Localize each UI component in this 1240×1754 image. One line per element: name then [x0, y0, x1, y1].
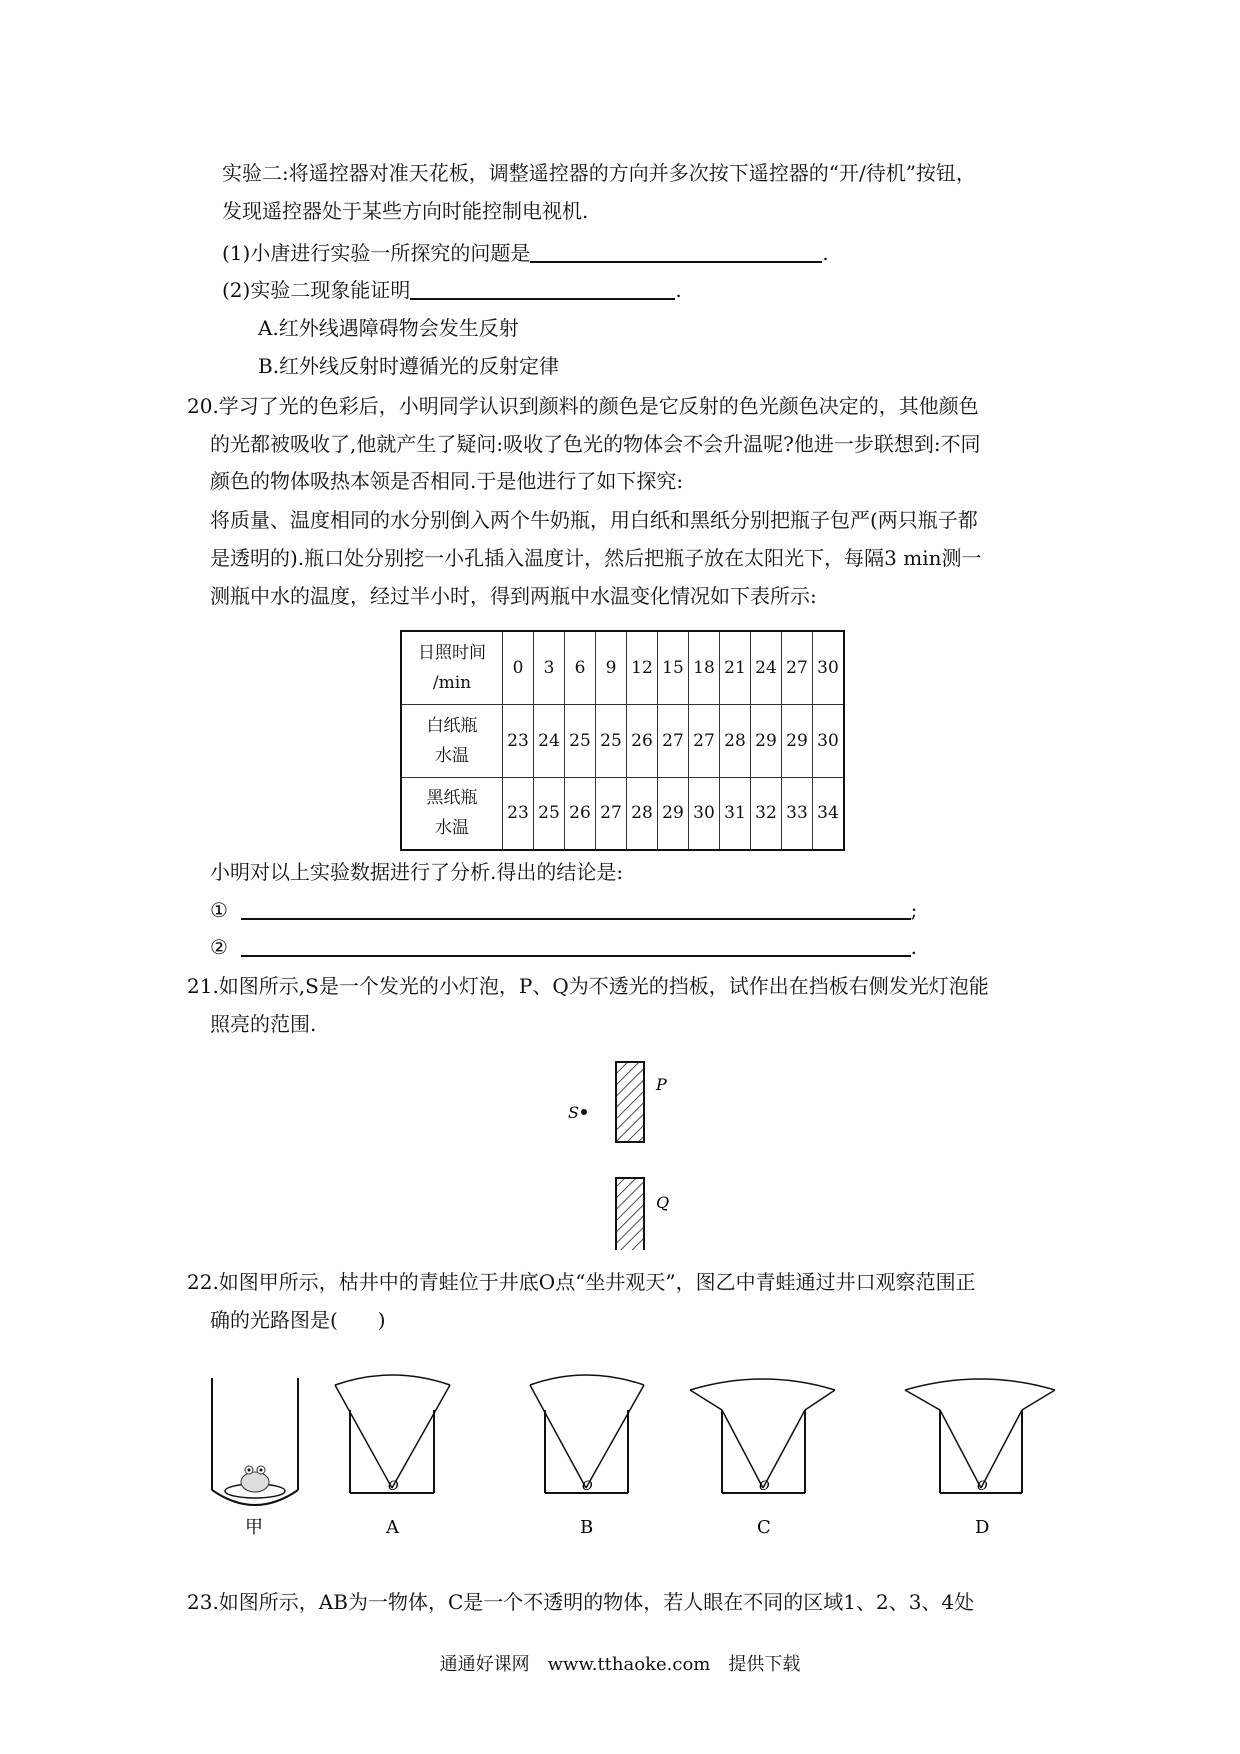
- q21-barrier-figure: [560, 1050, 700, 1250]
- label-o: O: [759, 1479, 770, 1494]
- table-cell: 27: [658, 704, 689, 777]
- table-cell: 21: [720, 631, 751, 704]
- option-b-figure: [530, 1375, 644, 1538]
- q20-conclusion-2: [210, 937, 917, 957]
- q19-sub1: [222, 243, 829, 263]
- label-o: O: [977, 1479, 988, 1494]
- q19-sub1-text: (1)小唐进行实验一所探究的问题是: [222, 241, 531, 265]
- label-o: O: [582, 1479, 593, 1494]
- table-cell: 3: [534, 631, 565, 704]
- table-cell: 25: [565, 704, 596, 777]
- label-q: Q: [656, 1193, 670, 1212]
- answer-blank[interactable]: [241, 900, 911, 920]
- page-footer: 通通好课网 www.tthaoke.com 提供下载: [439, 1654, 801, 1675]
- table-cell: 30: [689, 777, 720, 850]
- label-a: A: [386, 1517, 399, 1538]
- label-jia: 甲: [245, 1517, 263, 1538]
- table-cell: 0: [503, 631, 534, 704]
- row-header-time: 日照时间 /min: [401, 631, 503, 704]
- table-cell: 23: [503, 777, 534, 850]
- table-cell: 28: [627, 777, 658, 850]
- table-cell: 27: [689, 704, 720, 777]
- table-cell: 34: [813, 777, 845, 850]
- label-p: P: [656, 1075, 667, 1094]
- q20-c1-end: ;: [910, 898, 918, 922]
- table-cell: 31: [720, 777, 751, 850]
- q20-c2-end: .: [910, 935, 918, 959]
- q20-line4: 将质量、温度相同的水分别倒入两个牛奶瓶，用白纸和黑纸分别把瓶子包严(两只瓶子都: [210, 508, 978, 532]
- table-cell: 30: [813, 704, 845, 777]
- table-cell: 28: [720, 704, 751, 777]
- table-cell: 29: [782, 704, 813, 777]
- q19-exp2-line2: 发现遥控器处于某些方向时能控制电视机.: [222, 199, 589, 223]
- q21-line2: 照亮的范围.: [210, 1012, 317, 1036]
- q19-exp2-line1: 实验二:将遥控器对准天花板，调整遥控器的方向并多次按下遥控器的“开/待机”按钮，: [222, 161, 976, 185]
- q22-well-figures: [200, 1370, 1060, 1540]
- q20-conclusion: 小明对以上实验数据进行了分析.得出的结论是:: [210, 860, 624, 884]
- table-cell: 12: [627, 631, 658, 704]
- label-d: D: [975, 1517, 990, 1538]
- table-cell: 26: [565, 777, 596, 850]
- label-o: O: [388, 1479, 399, 1494]
- option-a-figure: [335, 1375, 450, 1538]
- q20-line1: 20.学习了光的色彩后，小明同学认识到颜料的颜色是它反射的色光颜色决定的，其他颜色: [187, 394, 979, 418]
- frog-icon: [241, 1466, 269, 1492]
- table-cell: 25: [534, 777, 565, 850]
- table-cell: 24: [751, 631, 782, 704]
- q23-line1: 23.如图所示，AB为一物体，C是一个不透明的物体，若人眼在不同的区域1、2、3、4处: [187, 1590, 975, 1614]
- label-s: S: [568, 1103, 579, 1122]
- label-c: C: [757, 1517, 771, 1538]
- option-d-figure: [905, 1379, 1055, 1538]
- q19-option-b: B.红外线反射时遵循光的反射定律: [258, 354, 560, 378]
- answer-blank[interactable]: [410, 280, 675, 300]
- q19-sub1-end: .: [822, 241, 829, 265]
- q19-sub2-end: .: [675, 278, 682, 302]
- circled-two: ②: [210, 935, 228, 959]
- table-cell: 29: [751, 704, 782, 777]
- table-cell: 15: [658, 631, 689, 704]
- barrier-q: [616, 1178, 644, 1250]
- option-c-figure: [690, 1379, 835, 1538]
- well-figure-jia: [212, 1378, 298, 1538]
- q19-sub2: [222, 280, 682, 300]
- table-cell: 25: [596, 704, 627, 777]
- answer-blank[interactable]: [530, 243, 822, 263]
- table-cell: 33: [782, 777, 813, 850]
- table-row-time: [401, 631, 844, 704]
- row-header-black: 黑纸瓶 水温: [401, 777, 503, 850]
- table-row-black: [401, 777, 844, 850]
- q20-line5: 是透明的).瓶口处分别挖一小孔插入温度计，然后把瓶子放在太阳光下，每隔3 min测一: [210, 546, 982, 570]
- circled-one: ①: [210, 898, 228, 922]
- table-cell: 27: [596, 777, 627, 850]
- q20-line2: 的光都被吸收了,他就产生了疑问:吸收了色光的物体会不会升温呢?他进一步联想到:不同: [210, 432, 981, 456]
- barrier-p: [616, 1062, 644, 1142]
- label-b: B: [580, 1517, 594, 1538]
- table-cell: 29: [658, 777, 689, 850]
- q19-option-a: A.红外线遇障碍物会发生反射: [258, 316, 519, 340]
- light-bulb-s: [581, 1109, 587, 1115]
- temperature-table: [400, 630, 845, 851]
- q20-line6: 测瓶中水的温度，经过半小时，得到两瓶中水温变化情况如下表所示:: [210, 584, 817, 608]
- table-cell: 9: [596, 631, 627, 704]
- table-cell: 23: [503, 704, 534, 777]
- table-cell: 32: [751, 777, 782, 850]
- q20-conclusion-1: [210, 900, 917, 920]
- q22-line1: 22.如图甲所示，枯井中的青蛙位于井底O点“坐井观天”，图乙中青蛙通过井口观察范围正: [187, 1270, 976, 1294]
- answer-blank[interactable]: [241, 937, 911, 957]
- row-header-white: 白纸瓶 水温: [401, 704, 503, 777]
- table-cell: 26: [627, 704, 658, 777]
- q19-sub2-text: (2)实验二现象能证明: [222, 278, 411, 302]
- table-cell: 18: [689, 631, 720, 704]
- table-cell: 24: [534, 704, 565, 777]
- table-cell: 6: [565, 631, 596, 704]
- table-cell: 27: [782, 631, 813, 704]
- q22-line2: 确的光路图是( ): [210, 1308, 386, 1332]
- q21-line1: 21.如图所示,S是一个发光的小灯泡，P、Q为不透光的挡板，试作出在挡板右侧发光灯泡能: [187, 974, 989, 998]
- table-cell: 30: [813, 631, 845, 704]
- table-row-white: [401, 704, 844, 777]
- q20-line3: 颜色的物体吸热本领是否相同.于是他进行了如下探究:: [210, 469, 684, 493]
